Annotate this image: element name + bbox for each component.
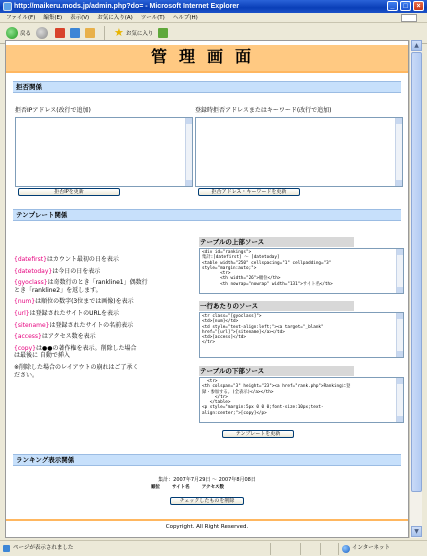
bottom-source-scrollbar[interactable] <box>396 378 403 422</box>
legend-line: ※削除した場合のレイアウトの崩れはご了承く <box>14 363 139 371</box>
keyword-textarea-scrollbar[interactable] <box>395 118 402 186</box>
row-source-scrollbar[interactable] <box>396 313 403 357</box>
delete-checked-button[interactable]: チェックしたものを削除 <box>170 497 244 505</box>
maximize-button[interactable]: □ <box>400 1 411 11</box>
bottom-source-textarea[interactable] <box>199 377 404 423</box>
copyright: Copyright. All Right Reserved. <box>165 524 249 530</box>
favorites-label: お気に入り <box>125 31 154 37</box>
close-button[interactable]: × <box>413 1 424 11</box>
top-source-label: テーブルの上部ソース <box>199 237 354 247</box>
windows-logo-icon <box>401 14 417 22</box>
back-button[interactable] <box>6 27 31 39</box>
menu-tools[interactable]: ツール(T) <box>140 15 165 21</box>
menu-bar <box>0 13 427 23</box>
section-ranking: ランキング表示関係 <box>13 454 401 466</box>
footer-divider <box>6 519 408 521</box>
ie-icon <box>3 2 12 11</box>
ranking-period: 集計：2007年7月29日 ～ 2007年8月08日 <box>158 477 256 483</box>
menu-favorites[interactable]: お気に入り(A) <box>97 15 133 21</box>
window-title: http://maikeru.mods.jp/admin.php?do= - Microsoft Internet Explorer <box>14 3 239 10</box>
keyword-textarea-value <box>196 118 402 120</box>
ip-label: 拒否IPアドレス(改行で追加) <box>15 107 91 114</box>
legend-line: {datetoday}は今日の日を表示 <box>14 267 101 275</box>
legend-line: ださい。 <box>14 371 39 379</box>
row-source-label: 一行あたりのソース <box>199 301 354 311</box>
legend-line: {gyoclass}は奇数行のとき「rankline1」偶数行 <box>14 279 148 287</box>
menu-edit[interactable]: 編集(E) <box>43 15 63 21</box>
star-icon: ★ <box>114 26 124 39</box>
update-keyword-button[interactable]: 拒否アドレス・キーワードを更新 <box>198 188 300 196</box>
status-bar <box>0 540 427 556</box>
forward-arrow-icon <box>36 27 48 39</box>
legend-line: {datefirst}はカウント最初の日を表示 <box>14 256 119 263</box>
legend-line: {num}は順位の数字(3位までは画像)を表示 <box>14 298 134 306</box>
legend-line: {url}は登録されたサイトのURLを表示 <box>14 309 120 317</box>
keyword-textarea[interactable] <box>195 117 403 187</box>
section-rejection: 拒否関係 <box>13 81 401 93</box>
legend-line: とき「rankline2」を返します。 <box>14 286 102 294</box>
bottom-source-label: テーブルの下部ソース <box>199 366 354 376</box>
forward-button[interactable] <box>36 27 50 39</box>
update-template-button[interactable]: テンプレートを更新 <box>222 430 294 438</box>
status-zone: インターネット <box>352 545 391 551</box>
scroll-up-icon[interactable]: ▲ <box>411 40 422 51</box>
menu-view[interactable]: 表示(V) <box>70 15 90 21</box>
ip-textarea[interactable] <box>15 117 193 187</box>
legend-line: {sitename}は登録されたサイトの名前表示 <box>14 321 134 329</box>
home-icon[interactable] <box>85 28 95 38</box>
column-access: アクセス数 <box>201 485 225 490</box>
back-arrow-icon <box>6 27 18 39</box>
page-done-icon <box>3 545 10 552</box>
menu-file[interactable]: ファイル(F) <box>6 15 36 21</box>
status-divider <box>338 543 339 555</box>
menu-help[interactable]: ヘルプ(H) <box>172 15 198 21</box>
update-ip-button[interactable]: 拒否IPを更新 <box>18 188 120 196</box>
legend-line: は最後に 自動で挿入 <box>14 352 70 360</box>
column-site: サイト名 <box>172 485 190 490</box>
keyword-label: 登録時拒否アドレスまたはキーワード(改行で追加) <box>195 107 332 114</box>
row-source-textarea[interactable] <box>199 312 404 358</box>
top-source-value: <div id="rankings"> 集計:[datefirst] ～ [datetoday] <table width="250" cellspacing="1" cellpadding="3" style="margin:auto;"> <tr> <th width="26">順位</th> <th nowrap="nowrap" width="131">サイト名</th> <box>202 250 333 287</box>
ip-textarea-value <box>16 118 192 120</box>
stop-icon[interactable] <box>55 28 65 38</box>
page-scrollbar[interactable] <box>409 40 422 538</box>
scroll-down-icon[interactable]: ▼ <box>411 526 422 537</box>
template-legend <box>14 254 194 381</box>
page-title: 管理画面 <box>6 45 408 71</box>
top-source-textarea[interactable] <box>199 248 404 294</box>
top-source-scrollbar[interactable] <box>396 249 403 293</box>
favorites-button[interactable] <box>114 28 153 38</box>
header-divider <box>6 71 408 73</box>
column-rank: 順位 <box>151 485 160 490</box>
status-divider <box>270 543 271 555</box>
minimize-button[interactable]: _ <box>387 1 398 11</box>
status-divider <box>320 543 321 555</box>
window-titlebar <box>0 0 427 13</box>
toolbar-separator <box>104 26 105 40</box>
section-template: テンプレート関係 <box>13 209 401 221</box>
legend-line: {access}はアクセス数を表示 <box>14 333 96 341</box>
history-icon[interactable] <box>158 28 168 38</box>
scroll-thumb[interactable] <box>411 52 422 492</box>
ip-textarea-scrollbar[interactable] <box>185 118 192 186</box>
globe-icon <box>342 545 350 553</box>
legend-line: {copy}は●●の著作権を表示。削除した場合 <box>14 344 137 352</box>
status-divider <box>300 543 301 555</box>
page-content <box>5 40 409 538</box>
row-source-value: <tr class="[gyoclass]"> <td>[num]</td> <td style="text-align:left;"><a target="_blank" href="[url]">[sitename]</a></td> <td>[access]</td> </tr> <box>202 314 324 346</box>
status-text: ページが表示されました <box>13 545 74 551</box>
ranking-table-header <box>151 484 236 490</box>
back-label: 戻る <box>20 31 32 37</box>
refresh-icon[interactable] <box>70 28 80 38</box>
bottom-source-value: <tr> <th colspan="3" height="23"><a href="rank.php">Rankingに登 録・参加する。(全表示)</a></th> </tr> </table> <p style="margin:5px 0 0 0;font-size:10px;text- align:center;">[copy]</p> <box>202 379 351 416</box>
